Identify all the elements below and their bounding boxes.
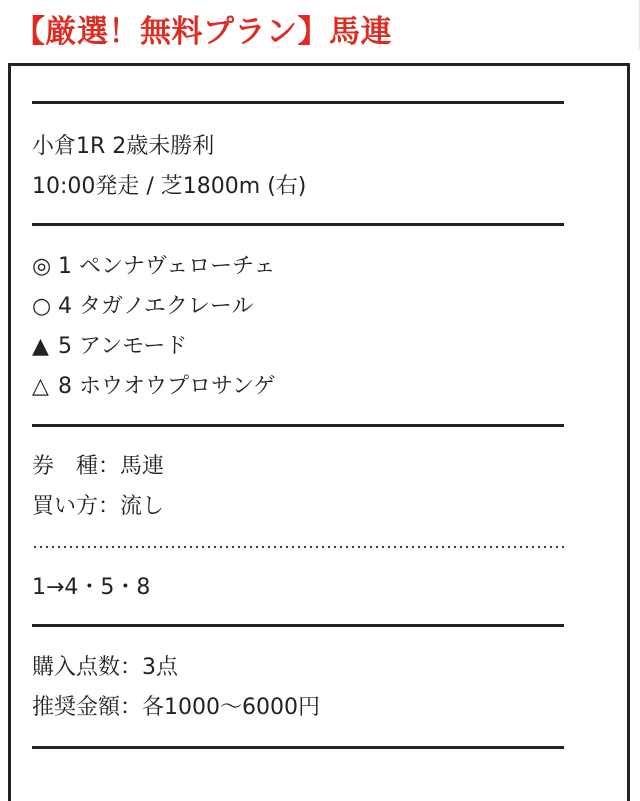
page-header xyxy=(0,0,640,50)
pick-row xyxy=(32,252,275,282)
pick-horse: 5 アンモード xyxy=(58,334,188,359)
pick-row xyxy=(32,332,187,362)
pick-row xyxy=(32,372,275,402)
tanana-mark-icon: ▲ xyxy=(32,334,49,359)
purchase-points: 購入点数：3点 xyxy=(32,655,178,680)
renshita-mark-icon: △ xyxy=(32,374,49,399)
dotted-divider xyxy=(32,546,564,548)
race-details: 10:00発走 / 芝1800m (右) xyxy=(32,174,307,199)
taikou-mark-icon: ○ xyxy=(32,294,52,319)
pick-horse: 8 ホウオウプロサンゲ xyxy=(58,374,276,399)
divider-line xyxy=(32,746,564,749)
ticket-type: 券 種：馬連 xyxy=(32,454,165,479)
divider-line xyxy=(32,424,564,427)
pick-horse: 1 ペンナヴェローチェ xyxy=(58,254,276,279)
recommended-amount: 推奨金額：各1000〜6000円 xyxy=(32,695,320,720)
combination: 1→4・5・8 xyxy=(32,575,151,600)
page-title: 【厳選！無料プラン】馬連 xyxy=(14,14,392,50)
divider-line xyxy=(32,223,564,226)
divider-line xyxy=(32,624,564,627)
pick-horse: 4 タガノエクレール xyxy=(58,294,254,319)
pick-row xyxy=(32,292,253,322)
honmei-mark-icon: ◎ xyxy=(32,254,52,279)
divider-line xyxy=(32,101,564,104)
buying-method: 買い方：流し xyxy=(32,494,165,519)
race-name: 小倉1R 2歳未勝利 xyxy=(32,134,215,159)
